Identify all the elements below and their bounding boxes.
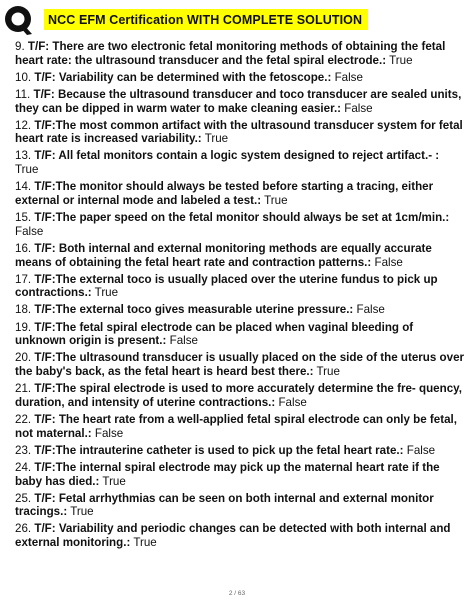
question-number: 26. — [15, 522, 32, 536]
question-text: T/F:The external toco is usually placed over the uterine fundus to pick up contractions.: — [15, 272, 438, 300]
question-item — [15, 522, 465, 549]
answer-text: False — [15, 224, 44, 238]
question-number: 18. — [15, 303, 32, 317]
question-number: 13. — [15, 149, 32, 163]
question-text: T/F: All fetal monitors contain a logic system designed to reject artifact.- : — [34, 149, 440, 163]
question-item — [15, 149, 465, 176]
question-number: 12. — [15, 118, 32, 132]
question-item — [15, 242, 465, 269]
question-text: T/F: Both internal and external monitoring methods are equally accurate means of obtaining the fetal heart rate and contraction patterns.: — [15, 241, 432, 269]
question-number: 22. — [15, 412, 32, 426]
document-title: NCC EFM Certification WITH COMPLETE SOLUTION — [48, 12, 363, 27]
answer-text: False — [334, 70, 363, 84]
question-text: T/F:The ultrasound transducer is usually placed on the side of the uterus over the baby's back, as the fetal heart is heard best there.: — [15, 351, 465, 379]
answer-text: True — [70, 505, 94, 519]
question-number: 23. — [15, 443, 32, 457]
question-text: T/F:The paper speed on the fetal monitor should always be set at 1cm/min.: — [34, 211, 450, 225]
question-text: T/F: Variability can be determined with the fetoscope.: — [34, 70, 332, 84]
question-number: 15. — [15, 211, 32, 225]
question-number: 11. — [15, 87, 31, 101]
question-number: 17. — [15, 272, 32, 286]
question-item — [15, 444, 465, 458]
question-text: T/F:The external toco gives measurable uterine pressure.: — [34, 303, 354, 317]
question-text: T/F: Variability and periodic changes can be detected with both internal and external monitoring.: — [15, 522, 451, 550]
question-item — [15, 119, 465, 146]
answer-text: False — [278, 395, 307, 409]
question-text: T/F:The fetal spiral electrode can be placed when vaginal bleeding of unknown origin is present.: — [15, 320, 414, 348]
question-item — [15, 40, 465, 67]
answer-text: False — [406, 443, 436, 457]
question-number: 16. — [15, 241, 32, 255]
question-number: 19. — [15, 320, 32, 334]
question-number: 25. — [15, 491, 32, 505]
question-number: 20. — [15, 351, 32, 365]
answer-text: True — [102, 474, 126, 488]
answer-text: True — [15, 163, 39, 177]
question-item — [15, 180, 465, 207]
question-number: 10. — [15, 70, 32, 84]
question-item — [15, 88, 465, 115]
answer-text: False — [94, 426, 124, 440]
q-logo-icon — [3, 4, 35, 36]
question-text: T/F:The internal spiral electrode may pick up the maternal heart rate if the baby has died.: — [15, 460, 440, 488]
question-item — [15, 321, 465, 348]
answer-text: True — [204, 132, 229, 146]
answer-text: True — [389, 53, 413, 67]
question-text: T/F: Because the ultrasound transducer and toco transducer are sealed units, they can be dipped in warm water to make cleaning easier.: — [15, 87, 462, 115]
question-text: T/F:The intrauterine catheter is used to pick up the fetal heart rate.: — [34, 443, 404, 457]
question-number: 21. — [15, 382, 32, 396]
question-item — [15, 382, 465, 409]
answer-text: True — [94, 286, 119, 300]
question-text: T/F:The most common artifact with the ultrasound transducer system for fetal heart rate is increased variability.: — [15, 118, 463, 146]
answer-text: False — [374, 255, 403, 269]
question-text: T/F: There are two electronic fetal monitoring methods of obtaining the fetal heart rate: the ultrasound transducer and the fetal spiral electrode.: — [15, 40, 446, 67]
answer-text: False — [356, 303, 385, 317]
question-number: 14. — [15, 180, 32, 194]
page-header — [0, 0, 474, 42]
page-number: 2 / 63 — [228, 590, 246, 597]
question-item — [15, 492, 465, 519]
question-text: T/F: Fetal arrhythmias can be seen on both internal and external monitor tracings.: — [15, 491, 434, 519]
question-item — [15, 461, 465, 488]
question-text: T/F:The spiral electrode is used to more accurately determine the fre- quency, duration, and intensity of uterine contractions.: — [15, 382, 462, 409]
question-item — [15, 351, 465, 378]
question-text: T/F: The heart rate from a well-applied fetal spiral electrode can only be fetal, not maternal.: — [15, 412, 457, 440]
answer-text: True — [316, 365, 340, 379]
question-text: T/F:The monitor should always be tested before starting a tracing, either external or internal mode and labeled a test.: — [15, 180, 434, 207]
question-item — [15, 303, 465, 317]
question-item — [15, 211, 465, 238]
answer-text: False — [169, 334, 198, 348]
question-item — [15, 71, 465, 85]
answer-text: True — [264, 193, 288, 207]
question-number: 24. — [15, 460, 32, 474]
title-highlight — [44, 9, 368, 30]
answer-text: True — [133, 536, 157, 550]
question-item — [15, 273, 465, 300]
question-list — [15, 40, 465, 553]
question-number: 9. — [15, 40, 25, 53]
answer-text: False — [344, 101, 373, 115]
question-item — [15, 413, 465, 440]
